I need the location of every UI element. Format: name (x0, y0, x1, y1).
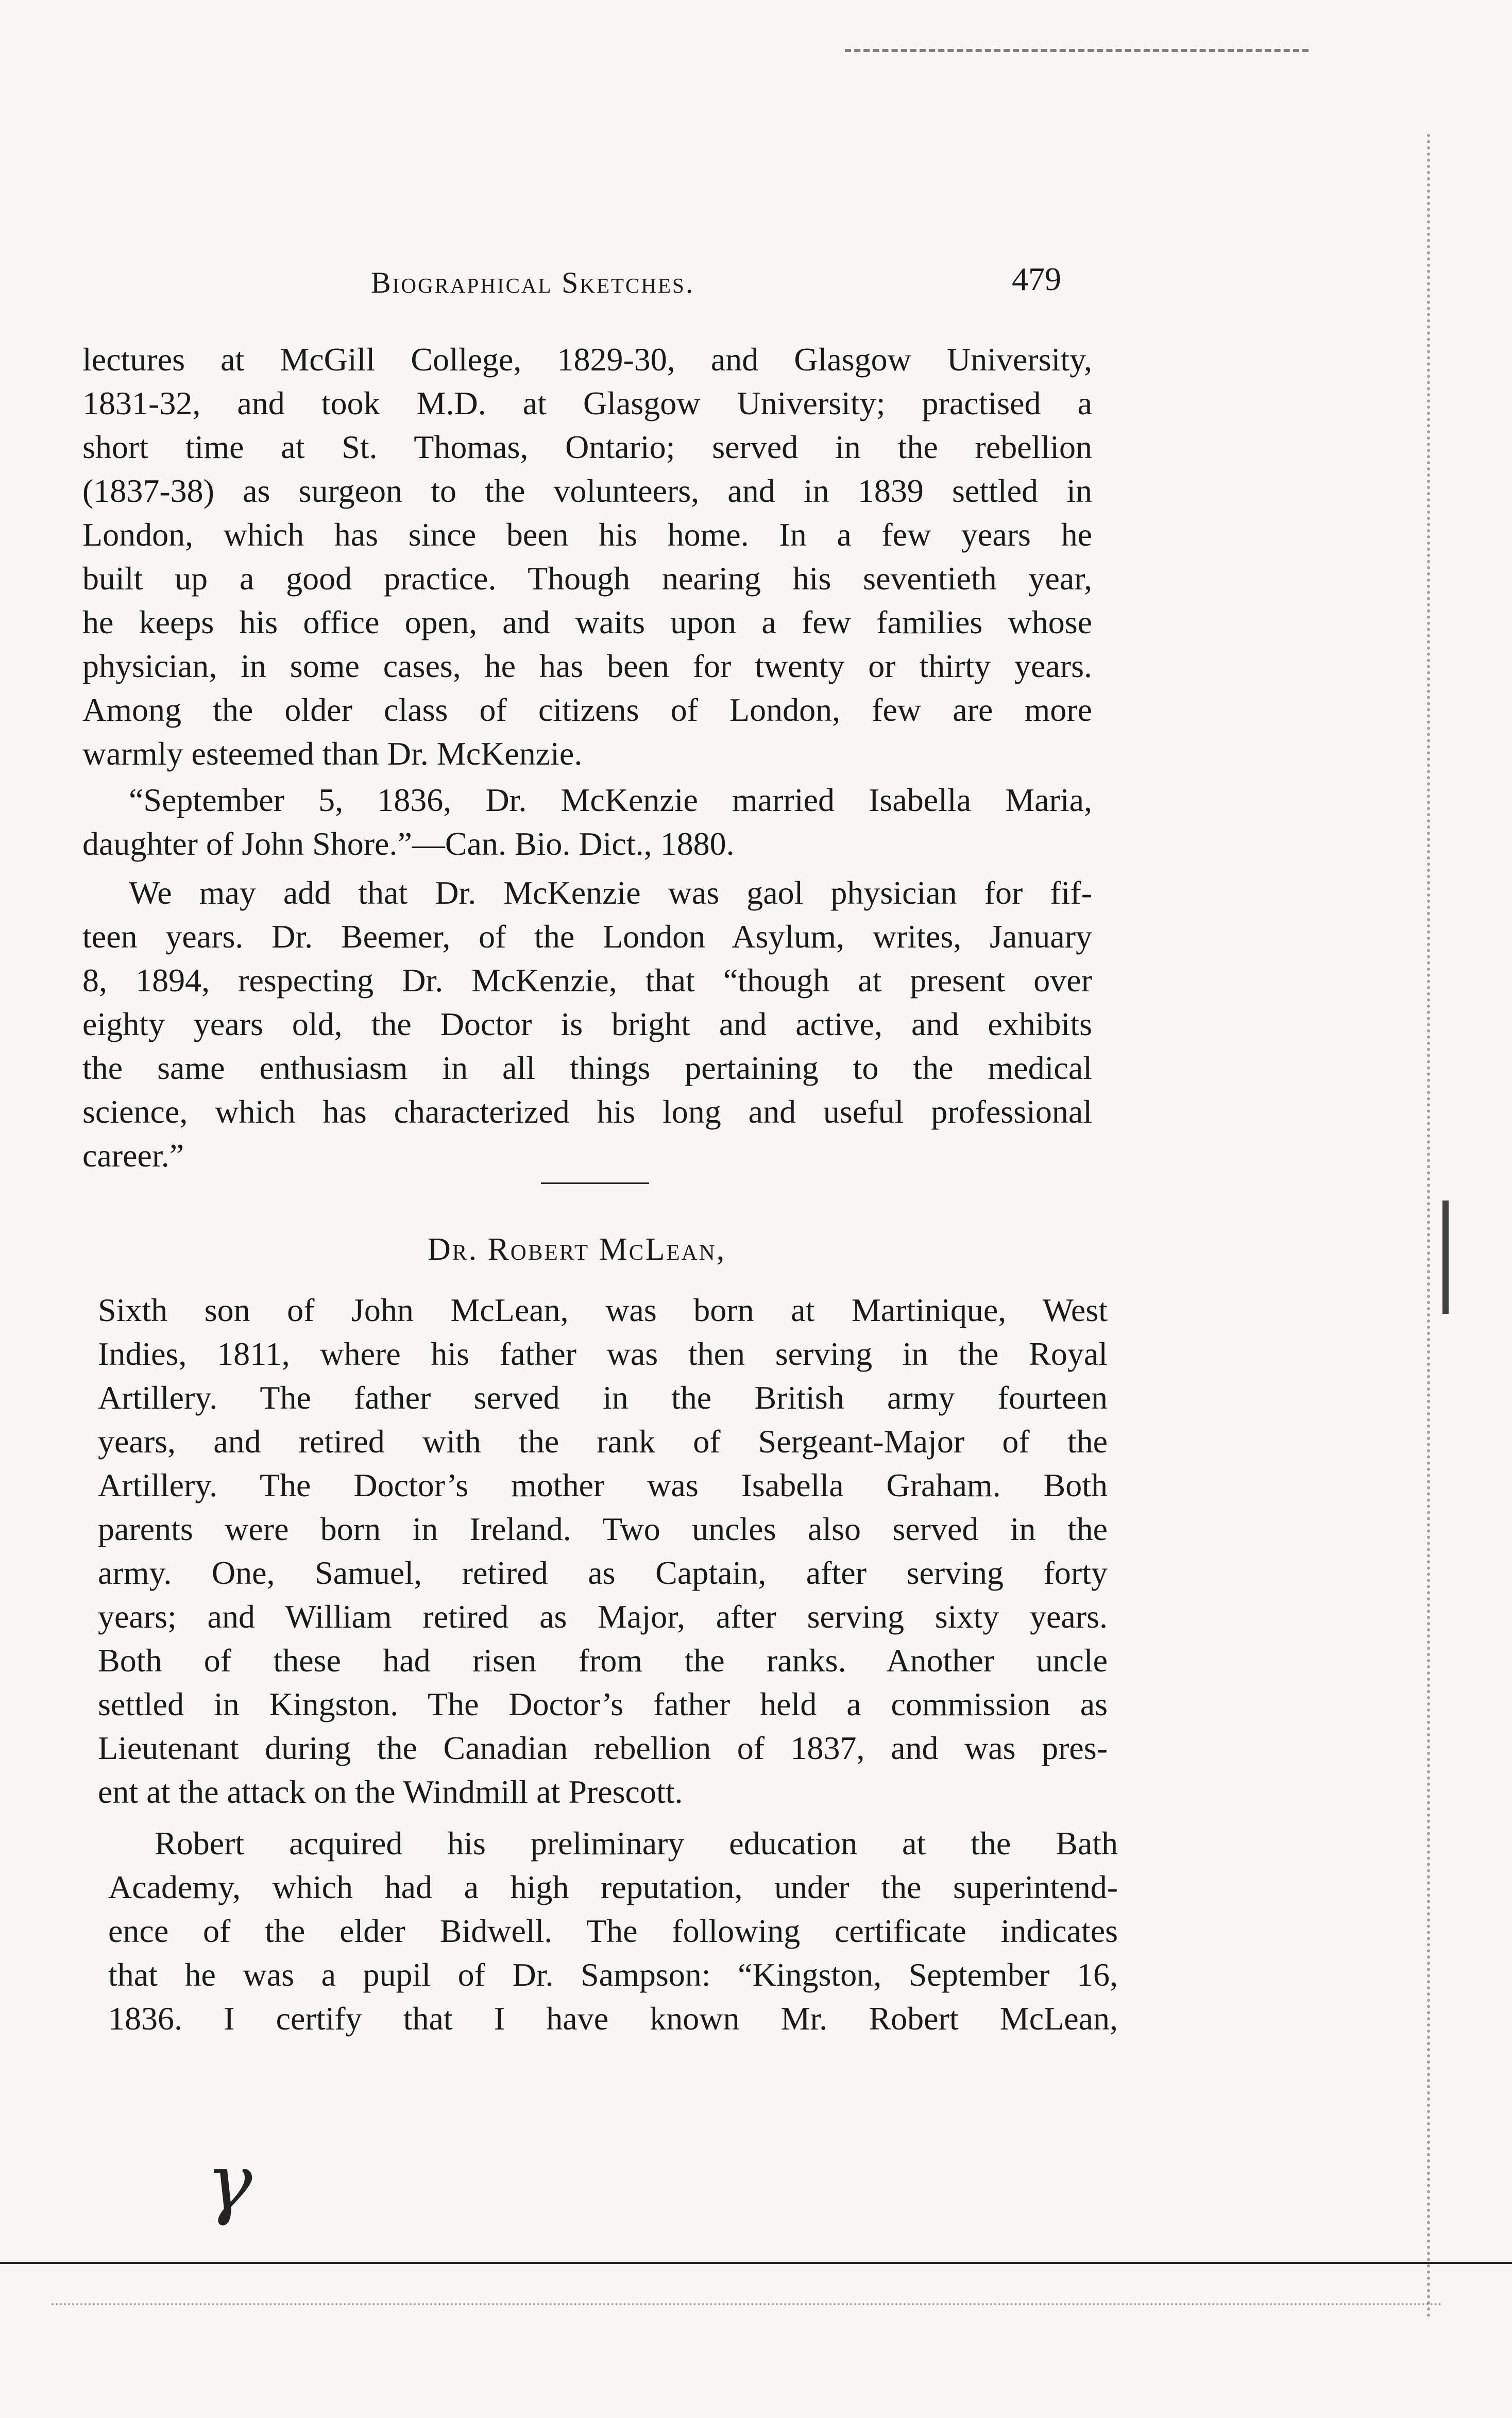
text-line: (1837-38) as surgeon to the volunteers, and in 1839 settled in (82, 472, 1092, 509)
text-line: 1836. I certify that I have known Mr. Robert McLean, (108, 2000, 1118, 2037)
text-line: career.” (82, 1137, 184, 1174)
paragraph-mclean-education (108, 1821, 1118, 2040)
scan-artifact-top-dashes (845, 49, 1309, 55)
text-line: years, and retired with the rank of Sergeant-Major of the (98, 1423, 1108, 1460)
text-line: London, which has since been his home. In a few years he (82, 516, 1092, 553)
text-line: settled in Kingston. The Doctor’s father held a commission as (98, 1686, 1108, 1722)
text-line: warmly esteemed than Dr. McKenzie. (82, 735, 583, 772)
page-header (82, 260, 1092, 307)
paragraph-mckenzie-career (82, 337, 1092, 775)
scan-artifact-binding-edge (1427, 134, 1440, 2319)
text-line: We may add that Dr. McKenzie was gaol physician for fif- (129, 874, 1092, 911)
text-line: Academy, which had a high reputation, under the superintend- (108, 1869, 1118, 1905)
text-line: Lieutenant during the Canadian rebellion of 1837, and was pres- (98, 1730, 1108, 1766)
page-number: 479 (1012, 261, 1061, 297)
text-line: years; and William retired as Major, after serving sixty years. (98, 1598, 1108, 1635)
text-line: built up a good practice. Though nearing his seventieth year, (82, 560, 1092, 597)
text-line: daughter of John Shore.”—Can. Bio. Dict., 1880. (82, 825, 735, 862)
scan-artifact-bottom-rule (0, 2262, 1512, 2264)
text-line: ence of the elder Bidwell. The following certificate indicates (108, 1913, 1118, 1949)
text-line: 8, 1894, respecting Dr. McKenzie, that “though at present over (82, 962, 1092, 999)
paragraph-mckenzie-marriage (82, 778, 1092, 866)
paragraph-mclean-family (98, 1288, 1108, 1814)
text-line: the same enthusiasm in all things pertaining to the medical (82, 1050, 1092, 1086)
text-line: teen years. Dr. Beemer, of the London Asylum, writes, January (82, 918, 1092, 955)
text-line: ent at the attack on the Windmill at Prescott. (98, 1773, 683, 1810)
text-line: Robert acquired his preliminary education at the Bath (155, 1825, 1118, 1862)
scan-artifact-binding-mark (1442, 1200, 1449, 1314)
text-line: science, which has characterized his long and useful professional (82, 1093, 1092, 1130)
scan-artifact-bottom-dots (52, 2303, 1442, 2307)
section-divider (541, 1182, 649, 1184)
text-line: parents were born in Ireland. Two uncles also served in the (98, 1511, 1108, 1547)
running-title: Biographical Sketches. (371, 266, 695, 299)
text-line: Among the older class of citizens of London, few are more (82, 691, 1092, 728)
text-line: Artillery. The father served in the British army fourteen (98, 1379, 1108, 1416)
section-heading: Dr. Robert McLean, (428, 1232, 726, 1267)
text-line: Artillery. The Doctor’s mother was Isabella Graham. Both (98, 1467, 1108, 1503)
text-line: short time at St. Thomas, Ontario; served in the rebellion (82, 429, 1092, 465)
text-line: army. One, Samuel, retired as Captain, after serving forty (98, 1554, 1108, 1591)
footer-signature-mark: γ (206, 2138, 252, 2228)
text-line: Indies, 1811, where his father was then serving in the Royal (98, 1335, 1108, 1372)
text-line: lectures at McGill College, 1829-30, and Glasgow University, (82, 341, 1092, 378)
paragraph-mckenzie-gaol (82, 871, 1092, 1177)
text-line: eighty years old, the Doctor is bright and active, and exhibits (82, 1006, 1092, 1042)
text-line: “September 5, 1836, Dr. McKenzie married Isabella Maria, (129, 782, 1092, 818)
text-line: Sixth son of John McLean, was born at Martinique, West (98, 1292, 1108, 1328)
text-line: he keeps his office open, and waits upon a few families whose (82, 604, 1092, 640)
text-line: Both of these had risen from the ranks. Another uncle (98, 1642, 1108, 1679)
text-line: physician, in some cases, he has been for twenty or thirty years. (82, 648, 1092, 684)
text-line: that he was a pupil of Dr. Sampson: “Kingston, September 16, (108, 1956, 1118, 1993)
text-line: 1831-32, and took M.D. at Glasgow University; practised a (82, 385, 1092, 421)
